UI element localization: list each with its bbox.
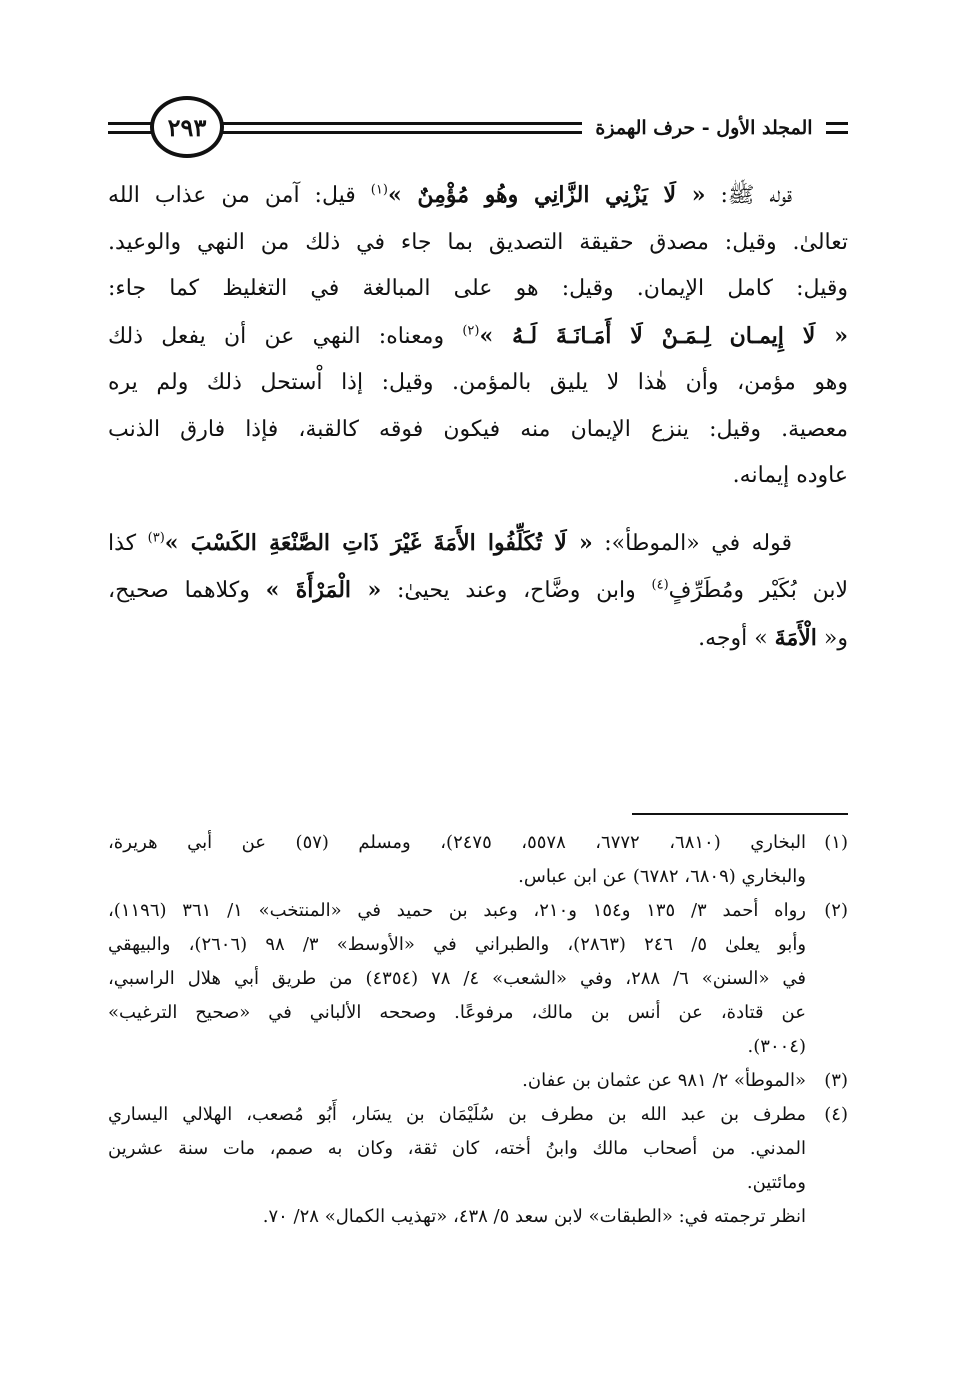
footnote-line: «الموطأ» ٢/ ٩٨١ عن عثمان بن عفان.	[522, 1070, 806, 1091]
text-run: وكلاهما صحيح،	[108, 578, 266, 603]
footnote-number: (١)	[824, 832, 848, 853]
hadith-quote: « لَا إِيمـان لِـمَـنْ لَا أَمَـانَـةَ لَـهُ »	[479, 322, 848, 349]
text-line: وقيل: كامل الإيمان. وقيل: هو على المبالغة في التغليظ كما جاء:	[108, 276, 848, 301]
footnote-number: (٤)	[824, 1104, 848, 1125]
text-run: لابن بُكَيْر ومُطَرِّفٍ	[668, 578, 848, 603]
paragraph-2	[108, 520, 848, 663]
footnote-4	[108, 1098, 848, 1234]
hadith-quote: « لَا يَزْنِي الزَّانِي وهُو مُؤْمِنٌ »	[387, 182, 706, 208]
hadith-quote: « لَا تُكَلِّفُوا الأَمَةَ غَيْرَ ذَاتِ الصَّنْعَةِ الكَسْبَ »	[164, 529, 593, 556]
footnote-line: والبخاري (٦٨٠٩، ٦٧٨٢) عن ابن عباس.	[518, 866, 806, 887]
text-line: تعالىٰ. وقيل: مصدق حقيقة التصديق بما جاء في ذلك من النهي والوعيد.	[108, 229, 848, 255]
text-line	[108, 567, 848, 615]
footnote-line: مطرف بن عبد الله بن مطرف بن سُلَيْمَان بن يسَار، أَبُو مُصعب، الهلالي اليساري	[108, 1104, 806, 1125]
page-header	[108, 96, 848, 172]
footnote-line: ومائتين.	[746, 1172, 806, 1193]
text-line	[108, 172, 848, 220]
footnote-2	[108, 894, 848, 1064]
running-title: المجلد الأول - حرف الهمزة	[584, 111, 824, 145]
footnote-divider	[632, 813, 848, 815]
footnote-1	[108, 826, 848, 894]
text-run: و«	[816, 625, 848, 651]
header-rule	[826, 131, 848, 134]
footnotes	[108, 826, 848, 1234]
footnote-number: (٣)	[824, 1070, 848, 1091]
footnote-3	[108, 1064, 848, 1098]
paragraph-1	[108, 172, 848, 500]
text-run: قوله ﷺ:	[705, 183, 792, 208]
footnote-line: انظر ترجمته في: «الطبقات» لابن سعد ٥/ ٤٣٨، «تهذيب الكمال» ٢٨/ ٧٠.	[262, 1206, 806, 1227]
text-run: ومعناه: النهي عن أن يفعل ذلك	[108, 323, 463, 349]
main-text	[108, 172, 848, 662]
header-rule	[220, 122, 582, 125]
footnote-line: (٣٠٠٤).	[747, 1036, 806, 1057]
text-line: عاوده إيمانه.	[732, 463, 848, 488]
footnote-line: رواه أحمد ٣/ ١٣٥ و١٥٤ و٢١٠، وعبد بن حميد في «المنتخب» ١/ ٣٦١ (١١٩٦)،	[108, 900, 807, 921]
text-run: وابن وضَّاح، وعند يحيىٰ:	[381, 578, 652, 603]
text-line	[108, 520, 848, 568]
text-line: وهو مؤمن، وأن هٰذا لا يليق بالمؤمن. وقيل: إذا اْستحل ذلك ولم يره	[108, 370, 848, 395]
text-line	[108, 615, 848, 663]
footnote-line: المدني. من أصحاب مالك وابنُ أخته، كان ثقة، وكان به صمم، مات سنة عشرين	[108, 1138, 806, 1159]
footnote-ref: (١)	[370, 182, 388, 198]
header-rule	[220, 131, 582, 134]
text-run: كذا	[108, 530, 148, 556]
footnote-number: (٢)	[824, 900, 848, 921]
footnote-line: البخاري (٦٨١٠، ٦٧٧٢، ٥٥٧٨، ٢٤٧٥)، ومسلم (٥٧) عن أبي هريرة،	[108, 832, 807, 853]
variant-reading: « الْمَرْأَةَ »	[265, 577, 382, 603]
page-number: ٢٩٣	[150, 96, 224, 158]
variant-reading: الْأَمَةَ	[774, 624, 817, 651]
footnote-ref: (٤)	[651, 577, 669, 593]
header-rule	[826, 122, 848, 125]
footnote-line: عن قتادة، عن أنس بن مالك، مرفوعًا. وصححه الألباني في «صحيح الترغيب»	[108, 1002, 806, 1023]
text-line: معصية. وقيل: ينزع الإيمان منه فيكون فوقه كالقبة، فإذا فارق الذنب	[108, 416, 848, 442]
footnote-line: وأبو يعلىٰ ٥/ ٢٤٦ (٢٨٦٣)، والطبراني في «الأوسط» ٣/ ٩٨ (٢٦٠٦)، والبيهقي	[108, 934, 807, 955]
text-run: » أوجه.	[698, 625, 775, 651]
footnote-ref: (٢)	[462, 323, 480, 339]
text-run: قوله في «الموطأ»:	[592, 530, 792, 556]
footnote-line: في «السنن» ٦/ ٢٨٨، وفي «الشعب» ٤/ ٧٨ (٤٣٥٤) من طريق أبي هلال الراسبي،	[108, 968, 807, 989]
text-line	[108, 313, 848, 361]
footnote-ref: (٣)	[147, 530, 165, 546]
text-run: قيل: آمن من عذاب الله	[108, 183, 371, 208]
